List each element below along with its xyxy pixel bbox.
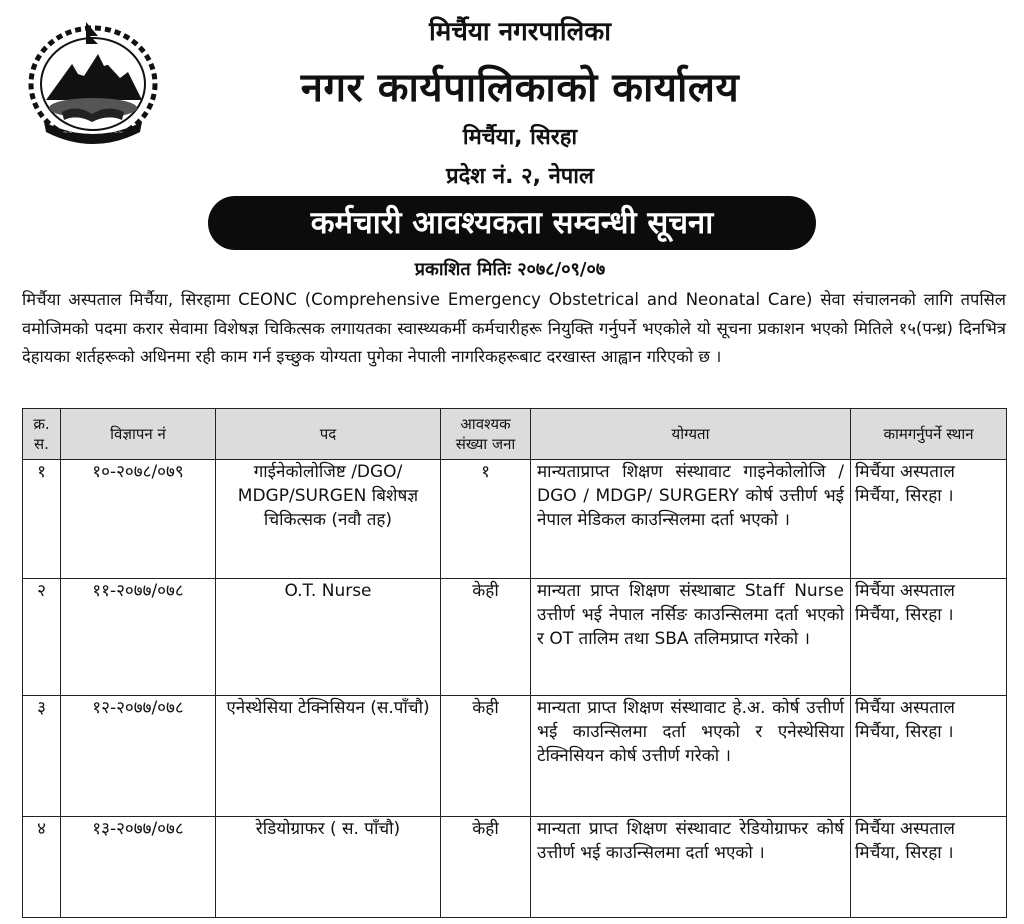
published-date: प्रकाशित मितिः २०७८/०९/०७: [414, 259, 606, 280]
nepal-government-emblem-icon: [22, 16, 164, 146]
cell-post: गाईनेकोलोजिष्ट /DGO/ MDGP/SURGEN बिशेषज्ञ चिकित्सक (नवौ तह): [216, 460, 441, 579]
header-post: पद: [216, 409, 441, 460]
cell-ad-no: १३-२०७७/०७८: [61, 817, 216, 918]
cell-post: एनेस्थेसिया टेक्निसियन (स.पाँचौ): [216, 696, 441, 817]
cell-qualification: मान्यता प्राप्त शिक्षण संस्थावाट रेडियोग्राफर कोर्ष उत्तीर्ण भई काउन्सिलमा दर्ता भएको ।: [531, 817, 851, 918]
cell-count: केही: [441, 696, 531, 817]
cell-count: केही: [441, 817, 531, 918]
cell-qualification: मान्यताप्राप्त शिक्षण संस्थावाट गाइनेकोलोजि / DGO / MDGP/ SURGERY कोर्ष उत्तीर्ण भई नेपाल मेडिकल काउन्सिलमा दर्ता भएको ।: [531, 460, 851, 579]
cell-count: केही: [441, 579, 531, 696]
cell-qualification: मान्यता प्राप्त शिक्षण संस्थावाट हे.अ. कोर्ष उत्तीर्ण भई काउन्सिलमा दर्ता भएको र एनेस्थेसिया टेक्निसियन कोर्ष उत्तीर्ण गरेको ।: [531, 696, 851, 817]
table-header-row: [23, 409, 1007, 460]
municipality-name: मिर्चैया नगरपालिका: [429, 17, 611, 47]
cell-sn: ३: [23, 696, 61, 817]
cell-ad-no: १२-२०७७/०७८: [61, 696, 216, 817]
cell-workplace: मिर्चैया अस्पताल मिर्चैया, सिरहा ।: [851, 460, 1007, 579]
vacancy-table: [22, 408, 1007, 918]
cell-qualification: मान्यता प्राप्त शिक्षण संस्थाबाट Staff Nurse उत्तीर्ण भई नेपाल नर्सिङ काउन्सिलमा दर्ता भएको र OT तालिम तथा SBA तलिमप्राप्त गरेको ।: [531, 579, 851, 696]
header-workplace: कामगर्नुपर्ने स्थान: [851, 409, 1007, 460]
cell-workplace: मिर्चैया अस्पताल मिर्चैया, सिरहा ।: [851, 696, 1007, 817]
table-row: [23, 579, 1007, 696]
province-name: प्रदेश नं. २, नेपाल: [446, 164, 594, 189]
table-row: [23, 696, 1007, 817]
intro-paragraph: मिर्चैया अस्पताल मिर्चैया, सिरहामा CEONC (Comprehensive Emergency Obstetrical and Neonatal Care) सेवा संचालनको लागि तपसिल वमोजिमको पदमा करार सेवामा विशेषज्ञ चिकित्सक लगायतका स्वास्थ्यकर्मी कर्मचारीहरू नियुक्ति गर्नुपर्ने भएकोले यो सूचना प्रकाशन भएको मितिले १५(पन्ध्र) दिनभित्र देहायका शर्तहरूको अधिनमा रही काम गर्न इच्छुक योग्यता पुगेका नेपाली नागरिकहरूबाट दरखास्त आह्वान गरिएको छ ।: [22, 290, 1006, 366]
notice-title-banner: कर्मचारी आवश्यकता सम्वन्धी सूचना: [208, 196, 816, 250]
cell-post: O.T. Nurse: [216, 579, 441, 696]
svg-text:~~~~~~~~~~~~: ~~~~~~~~~~~~: [62, 129, 124, 136]
cell-count: १: [441, 460, 531, 579]
header-qualification: योग्यता: [531, 409, 851, 460]
cell-sn: २: [23, 579, 61, 696]
cell-ad-no: १०-२०७८/०७९: [61, 460, 216, 579]
cell-sn: ४: [23, 817, 61, 918]
header-sn: क्र. स.: [23, 409, 61, 460]
table-row: [23, 460, 1007, 579]
cell-sn: १: [23, 460, 61, 579]
cell-ad-no: ११-२०७७/०७८: [61, 579, 216, 696]
header-ad-no: विज्ञापन नं: [61, 409, 216, 460]
cell-workplace: मिर्चैया अस्पताल मिर्चैया, सिरहा ।: [851, 579, 1007, 696]
office-location: मिर्चैया, सिरहा: [462, 125, 578, 150]
table-row: [23, 817, 1007, 918]
cell-workplace: मिर्चैया अस्पताल मिर्चैया, सिरहा ।: [851, 817, 1007, 918]
office-name: नगर कार्यपालिकाको कार्यालय: [300, 65, 740, 111]
cell-post: रेडियोग्राफर ( स. पाँचौ): [216, 817, 441, 918]
header-count: आवश्यक संख्या जना: [441, 409, 531, 460]
